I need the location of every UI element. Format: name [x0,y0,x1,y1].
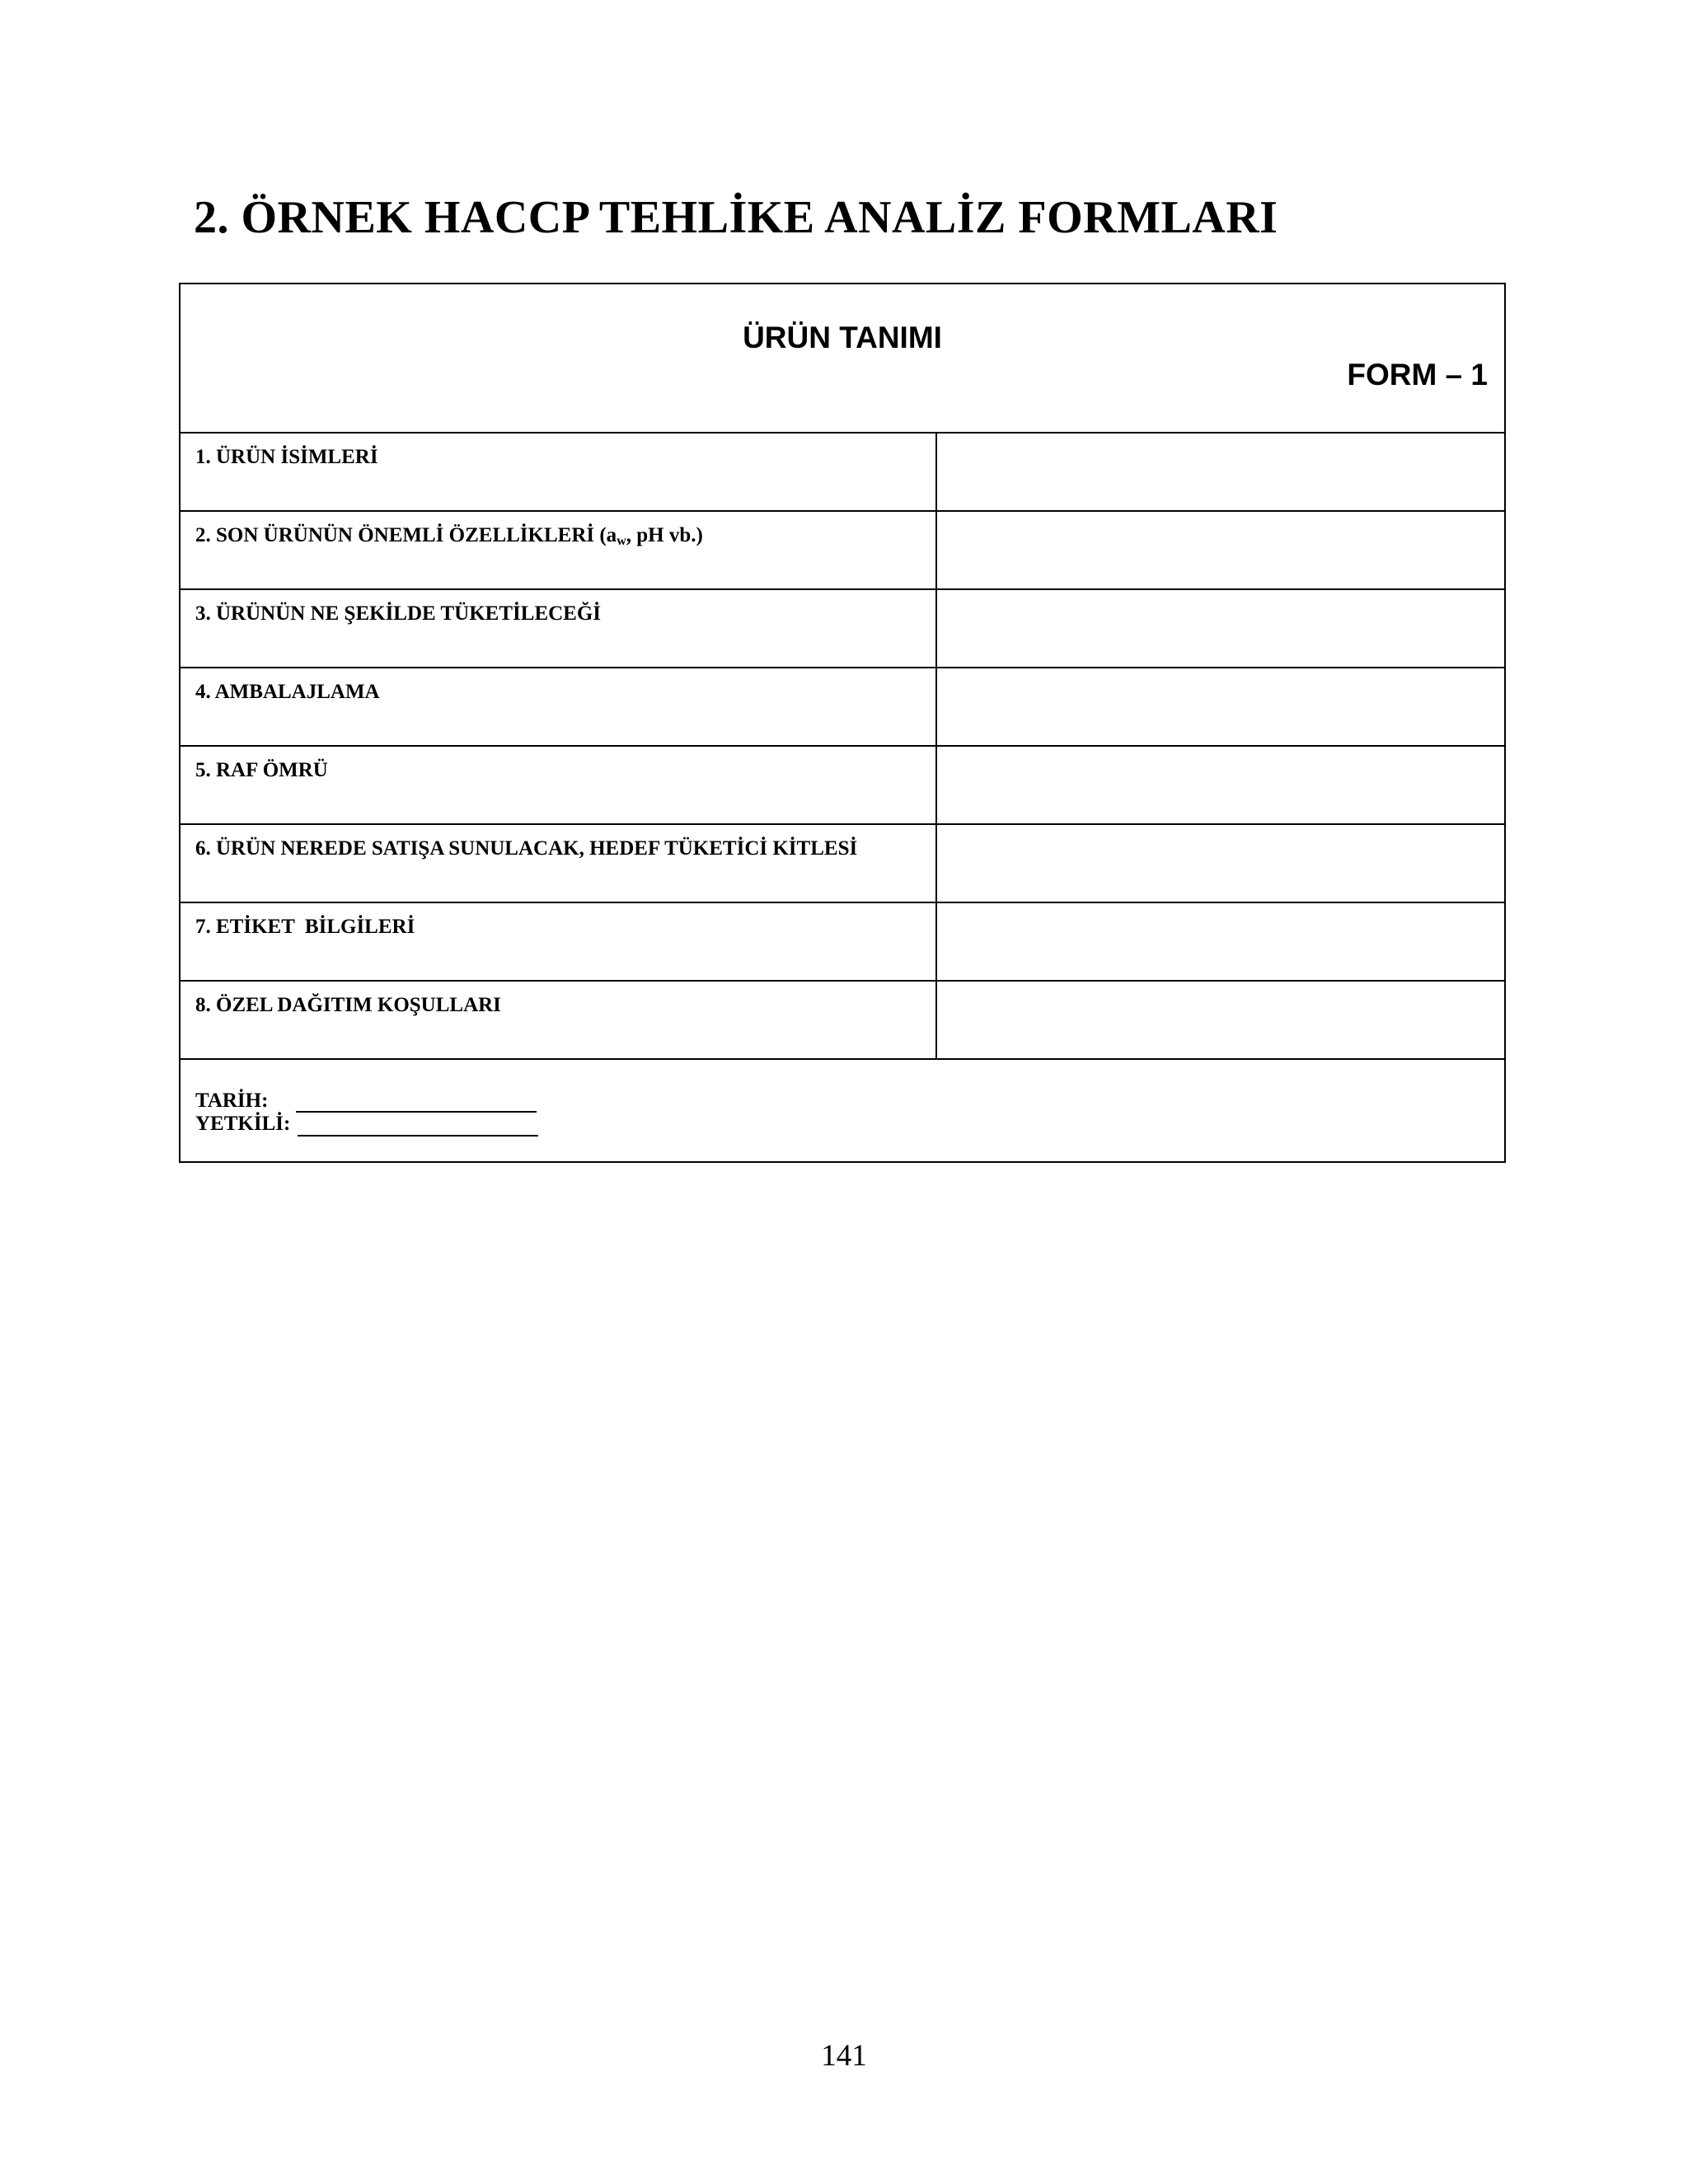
row-label: 7. ETİKET BİLGİLERİ [195,916,415,938]
row-label [195,524,703,547]
row-label: 5. RAF ÖMRÜ [195,759,328,781]
row-label: 6. ÜRÜN NEREDE SATIŞA SUNULACAK, HEDEF TÜKETİCİ KİTLESİ [195,837,858,860]
form-row-label-info [181,903,1504,982]
row-label-text-end: , pH vb.) [626,524,703,546]
row-label-subscript: w [617,534,626,548]
product-description-form [179,283,1506,1163]
page-number: 141 [821,2039,867,2073]
row-label: 1. ÜRÜN İSİMLERİ [195,446,378,468]
authorized-label: YETKİLİ: [195,1113,291,1135]
row-value-field[interactable] [935,825,1503,902]
row-label: 8. ÖZEL DAĞITIM KOŞULLARI [195,994,501,1016]
form-row-shelf-life [181,747,1504,825]
form-header [181,284,1504,434]
form-row-product-properties [181,512,1504,590]
form-row-sales-target [181,825,1504,903]
row-value-field[interactable] [935,668,1503,745]
form-row-distribution [181,982,1504,1060]
form-title: ÜRÜN TANIMI [743,321,942,354]
row-value-field[interactable] [935,747,1503,823]
form-row-packaging [181,668,1504,747]
row-value-field[interactable] [935,434,1503,510]
row-value-field[interactable] [935,903,1503,980]
page-title: 2. ÖRNEK HACCP TEHLİKE ANALİZ FORMLARI [194,192,1278,243]
row-label: 4. AMBALAJLAMA [195,681,380,703]
form-row-product-names [181,434,1504,512]
form-row-consumption [181,590,1504,668]
row-label: 3. ÜRÜNÜN NE ŞEKİLDE TÜKETİLECEĞİ [195,602,602,625]
form-code: FORM – 1 [1347,358,1488,391]
row-value-field[interactable] [935,590,1503,667]
date-field[interactable] [296,1111,537,1113]
row-label-text: 2. SON ÜRÜNÜN ÖNEMLİ ÖZELLİKLERİ (a [195,524,617,546]
authorized-field[interactable] [298,1135,538,1137]
date-label: TARİH: [195,1090,269,1112]
row-value-field[interactable] [935,982,1503,1058]
signature-area [181,1060,1504,1161]
row-value-field[interactable] [935,512,1503,588]
